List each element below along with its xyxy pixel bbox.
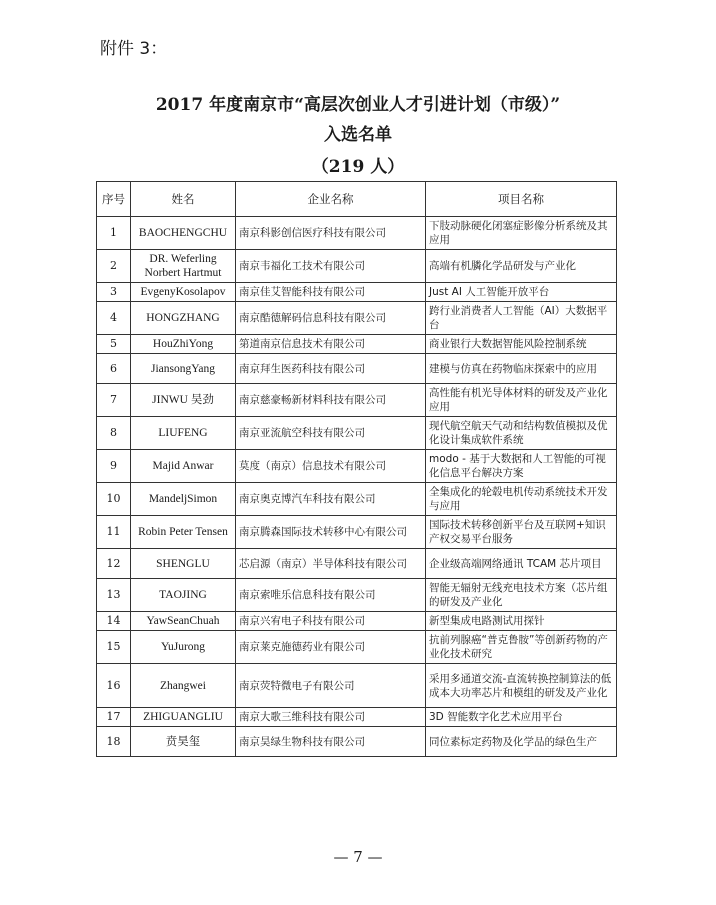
row-name: Zhangwei <box>131 664 236 708</box>
row-company: 南京韦福化工技术有限公司 <box>236 250 426 283</box>
header-project: 项目名称 <box>426 182 617 217</box>
table-row <box>97 335 617 354</box>
row-index: 3 <box>97 283 131 302</box>
row-index: 13 <box>97 579 131 612</box>
row-company: 南京腾森国际技术转移中心有限公司 <box>236 516 426 549</box>
table-row <box>97 631 617 664</box>
row-index: 4 <box>97 302 131 335</box>
row-index: 6 <box>97 354 131 384</box>
table-row <box>97 354 617 384</box>
row-index: 11 <box>97 516 131 549</box>
row-name: JiansongYang <box>131 354 236 384</box>
row-company: 南京慈豪畅新材料科技有限公司 <box>236 384 426 417</box>
row-name: HouZhiYong <box>131 335 236 354</box>
row-project: 新型集成电路测试用探针 <box>426 612 617 631</box>
row-name: Robin Peter Tensen <box>131 516 236 549</box>
row-company: 南京兴宥电子科技有限公司 <box>236 612 426 631</box>
selection-table <box>96 181 617 757</box>
table-row <box>97 217 617 250</box>
row-name: EvgenyKosolapov <box>131 283 236 302</box>
row-company: 南京莱克施德药业有限公司 <box>236 631 426 664</box>
row-name: MandeljSimon <box>131 483 236 516</box>
table-row <box>97 516 617 549</box>
row-project: 国际技术转移创新平台及互联网+知识产权交易平台服务 <box>426 516 617 549</box>
row-name: JINWU 吴劲 <box>131 384 236 417</box>
table-row <box>97 302 617 335</box>
row-project: 高端有机膦化学品研发与产业化 <box>426 250 617 283</box>
table-row <box>97 250 617 283</box>
row-project: 下肢动脉硬化闭塞症影像分析系统及其应用 <box>426 217 617 250</box>
row-project: 企业级高端网络通讯 TCAM 芯片项目 <box>426 549 617 579</box>
row-project: 全集成化的轮毂电机传动系统技术开发与应用 <box>426 483 617 516</box>
header-name: 姓名 <box>131 182 236 217</box>
table-row <box>97 664 617 708</box>
row-company: 南京酷德解码信息科技有限公司 <box>236 302 426 335</box>
row-name: SHENGLU <box>131 549 236 579</box>
table-row <box>97 708 617 727</box>
document-subtitle: 入选名单 <box>324 125 392 145</box>
row-project: modo - 基于大数据和人工智能的可视化信息平台解决方案 <box>426 450 617 483</box>
page-number: — 7 — <box>333 848 383 866</box>
row-company: 南京昊绿生物科技有限公司 <box>236 727 426 757</box>
row-company: 南京科影创信医疗科技有限公司 <box>236 217 426 250</box>
row-name: TAOJING <box>131 579 236 612</box>
row-project: 智能无辐射无线充电技术方案（芯片组的研发及产业化 <box>426 579 617 612</box>
row-name: YawSeanChuah <box>131 612 236 631</box>
row-company: 南京荧特微电子有限公司 <box>236 664 426 708</box>
row-company: 芯启源（南京）半导体科技有限公司 <box>236 549 426 579</box>
row-name: HONGZHANG <box>131 302 236 335</box>
row-name: YuJurong <box>131 631 236 664</box>
table-row <box>97 727 617 757</box>
row-project: 商业银行大数据智能风险控制系统 <box>426 335 617 354</box>
row-project: 建模与仿真在药物临床探索中的应用 <box>426 354 617 384</box>
attachment-label: 附件 3： <box>100 39 168 59</box>
row-company: 南京大歌三维科技有限公司 <box>236 708 426 727</box>
row-company: 南京拜生医药科技有限公司 <box>236 354 426 384</box>
table-row <box>97 417 617 450</box>
table-row <box>97 612 617 631</box>
row-name: DR. Weferling Norbert Hartmut <box>131 250 236 283</box>
table-row <box>97 579 617 612</box>
row-project: 跨行业消费者人工智能（AI）大数据平台 <box>426 302 617 335</box>
row-index: 8 <box>97 417 131 450</box>
row-index: 12 <box>97 549 131 579</box>
row-project: 现代航空航天气动和结构数值模拟及优化设计集成软件系统 <box>426 417 617 450</box>
row-name: BAOCHENGCHU <box>131 217 236 250</box>
row-company: 南京奥克博汽车科技有限公司 <box>236 483 426 516</box>
table-row <box>97 450 617 483</box>
row-name: 贲昊玺 <box>131 727 236 757</box>
row-index: 9 <box>97 450 131 483</box>
row-index: 7 <box>97 384 131 417</box>
row-project: 同位素标定药物及化学品的绿色生产 <box>426 727 617 757</box>
row-company: 南京索唯乐信息科技有限公司 <box>236 579 426 612</box>
row-index: 14 <box>97 612 131 631</box>
row-project: 3D 智能数字化艺术应用平台 <box>426 708 617 727</box>
row-index: 2 <box>97 250 131 283</box>
row-company: 南京佳艾智能科技有限公司 <box>236 283 426 302</box>
table-row <box>97 283 617 302</box>
row-project: 采用多通道交流-直流转换控制算法的低成本大功率芯片和模组的研发及产业化 <box>426 664 617 708</box>
row-company: 南京亚流航空科技有限公司 <box>236 417 426 450</box>
row-index: 5 <box>97 335 131 354</box>
table-row <box>97 483 617 516</box>
row-index: 16 <box>97 664 131 708</box>
row-company: 莫度（南京）信息技术有限公司 <box>236 450 426 483</box>
row-index: 18 <box>97 727 131 757</box>
document-title: 2017 年度南京市“高层次创业人才引进计划（市级）” <box>155 95 561 115</box>
row-index: 1 <box>97 217 131 250</box>
selection-count: （219 人） <box>311 157 405 177</box>
row-name: Majid Anwar <box>131 450 236 483</box>
header-company: 企业名称 <box>236 182 426 217</box>
table-row <box>97 384 617 417</box>
row-index: 10 <box>97 483 131 516</box>
row-company: 第道南京信息技术有限公司 <box>236 335 426 354</box>
row-project: 高性能有机光导体材料的研发及产业化应用 <box>426 384 617 417</box>
row-name: ZHIGUANGLIU <box>131 708 236 727</box>
table-row <box>97 549 617 579</box>
row-project: Just AI 人工智能开放平台 <box>426 283 617 302</box>
row-project: 抗前列腺癌“普克鲁胺”等创新药物的产业化技术研究 <box>426 631 617 664</box>
table-header-row <box>97 182 617 217</box>
row-name: LIUFENG <box>131 417 236 450</box>
row-index: 15 <box>97 631 131 664</box>
header-index: 序号 <box>97 182 131 217</box>
row-index: 17 <box>97 708 131 727</box>
